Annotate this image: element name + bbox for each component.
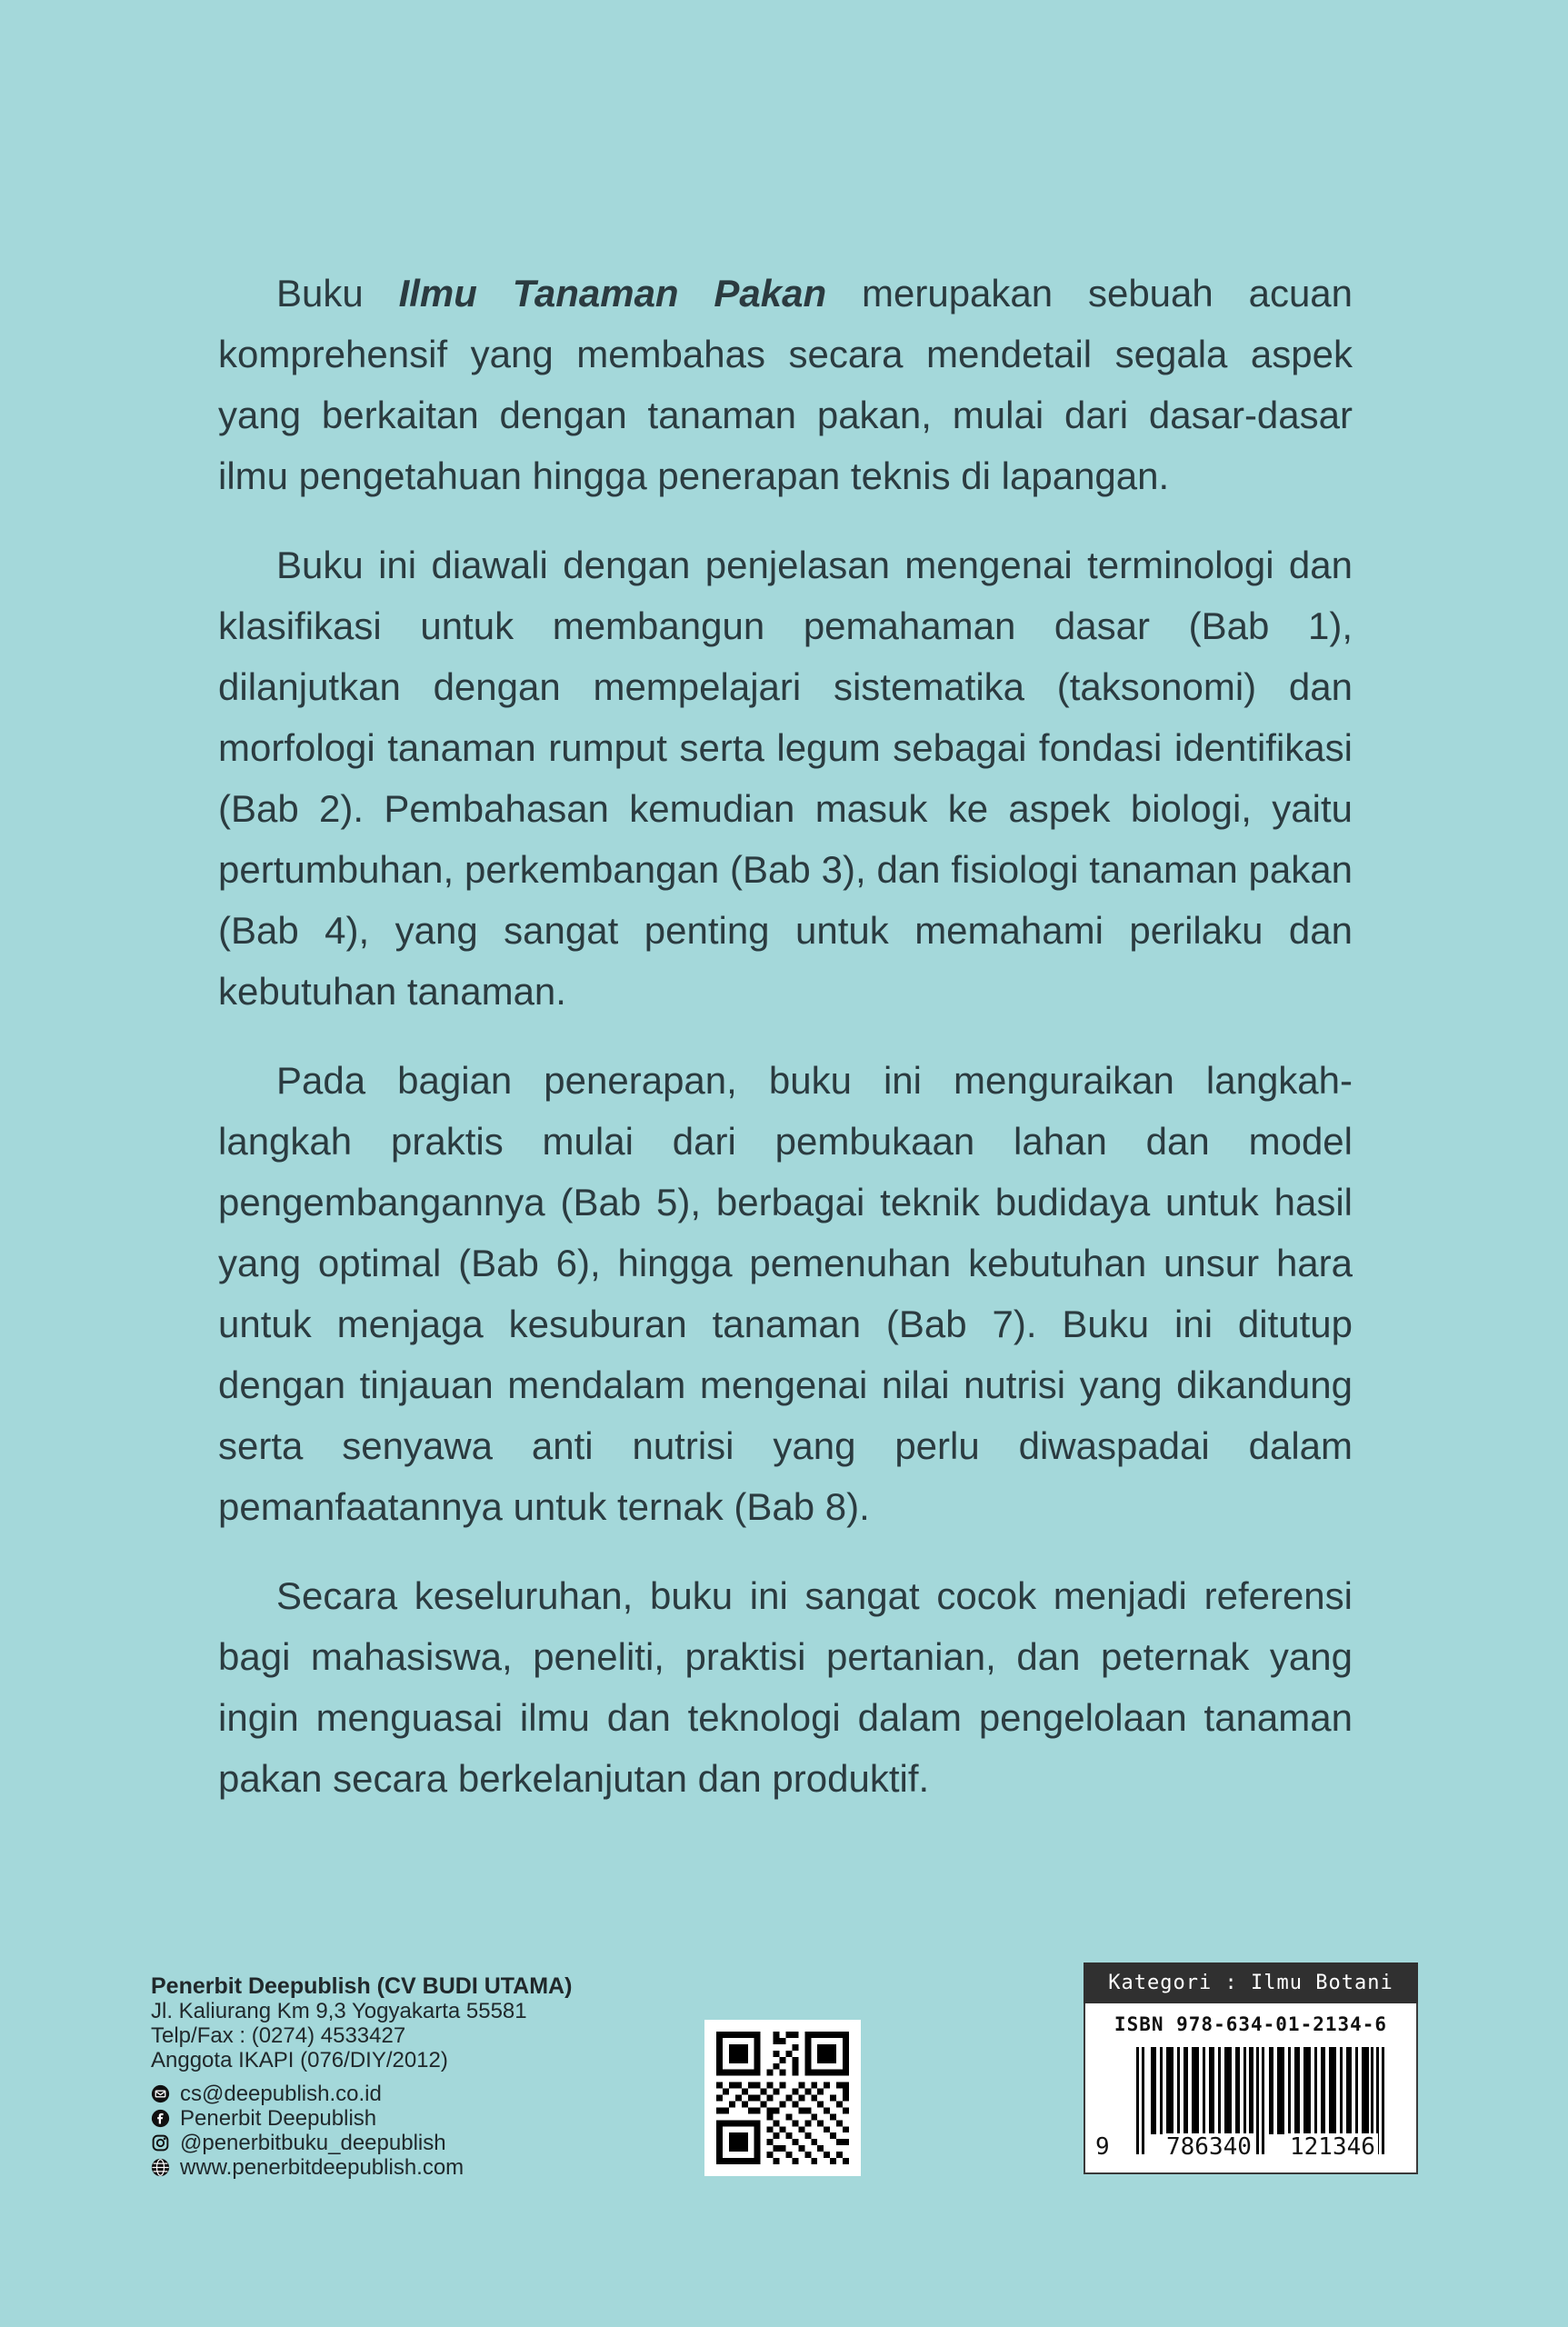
instagram-icon xyxy=(151,2133,170,2152)
synopsis-paragraph-4: Secara keseluruhan, buku ini sangat cocok menjadi referensi bagi mahasiswa, peneliti, praktisi pertanian, dan peternak yang ingin menguasai ilmu dan teknologi dalam pengelolaan tanaman pakan secara berkelanjutan dan produktif. xyxy=(218,1574,1353,1800)
synopsis xyxy=(218,263,1353,1837)
synopsis-paragraph-3: Pada bagian penerapan, buku ini menguraikan langkah-langkah praktis mulai dari pembukaan lahan dan model pengembangannya (Bab 5), berbagai teknik budidaya untuk hasil yang optimal (Bab 6), hingga pemenuhan kebutuhan unsur hara untuk menjaga kesuburan tanaman (Bab 7). Buku ini ditutup dengan tinjauan mendalam mengenai nilai nutrisi yang dikandung serta senyawa anti nutrisi yang perlu diwaspadai dalam pemanfaatannya untuk ternak (Bab 8). xyxy=(218,1059,1353,1528)
synopsis-paragraph-1 xyxy=(218,263,1353,506)
email-icon xyxy=(151,2084,170,2103)
publisher-ikapi-membership: Anggota IKAPI (076/DIY/2012) xyxy=(151,2048,448,2072)
publisher-phone: Telp/Fax : (0274) 4533427 xyxy=(151,2023,406,2048)
contact-label-email: cs@deepublish.co.id xyxy=(180,2082,382,2106)
paragraph-1-rest: merupakan sebuah acuan komprehensif yang membahas secara mendetail segala aspek yang berkaitan dengan tanaman pakan, mulai dari dasar-dasar ilmu pengetahuan hingga penerapan teknis di lapangan. xyxy=(218,272,1353,497)
isbn-label: ISBN 978-634-01-2134-6 xyxy=(1114,2013,1388,2035)
category-bar: Kategori : Ilmu Botani xyxy=(1084,1962,1418,2003)
barcode-digits-left: 786340 xyxy=(1164,2133,1254,2161)
paragraph-1-prefix: Buku xyxy=(276,272,364,315)
barcode-panel xyxy=(1084,1962,1418,2174)
synopsis-paragraph-2: Buku ini diawali dengan penjelasan mengenai terminologi dan klasifikasi untuk membangun pemahaman dasar (Bab 1), dilanjutkan dengan mempelajari sistematika (taksonomi) dan morfologi tanaman rumput serta legum sebagai fondasi identifikasi (Bab 2). Pembahasan kemudian masuk ke aspek biologi, yaitu pertumbuhan, perkembangan (Bab 3), dan fisiologi tanaman pakan (Bab 4), yang sangat penting untuk memahami perilaku dan kebutuhan tanaman. xyxy=(218,544,1353,1013)
publisher-name: Penerbit Deepublish (CV BUDI UTAMA) xyxy=(151,1973,573,1999)
contact-label-facebook: Penerbit Deepublish xyxy=(180,2106,377,2131)
publisher-block xyxy=(151,1974,624,2180)
contact-label-instagram: @penerbitbuku_deepublish xyxy=(180,2131,446,2155)
publisher-contacts xyxy=(151,2082,624,2180)
publisher-address: Jl. Kaliurang Km 9,3 Yogyakarta 55581 xyxy=(151,1999,527,2023)
contact-row-instagram xyxy=(151,2131,624,2155)
globe-icon xyxy=(151,2158,170,2177)
facebook-icon xyxy=(151,2109,170,2128)
barcode-digits xyxy=(1085,2133,1416,2159)
contact-row-email xyxy=(151,2082,624,2106)
contact-row-facebook xyxy=(151,2106,624,2131)
qr-code xyxy=(704,2020,861,2176)
barcode-digits-right: 121346 xyxy=(1287,2133,1378,2161)
contact-label-website: www.penerbitdeepublish.com xyxy=(180,2155,464,2180)
contact-row-website xyxy=(151,2155,624,2180)
book-title-emphasis: Ilmu Tanaman Pakan xyxy=(398,272,827,315)
barcode-digit-first: 9 xyxy=(1093,2133,1113,2161)
